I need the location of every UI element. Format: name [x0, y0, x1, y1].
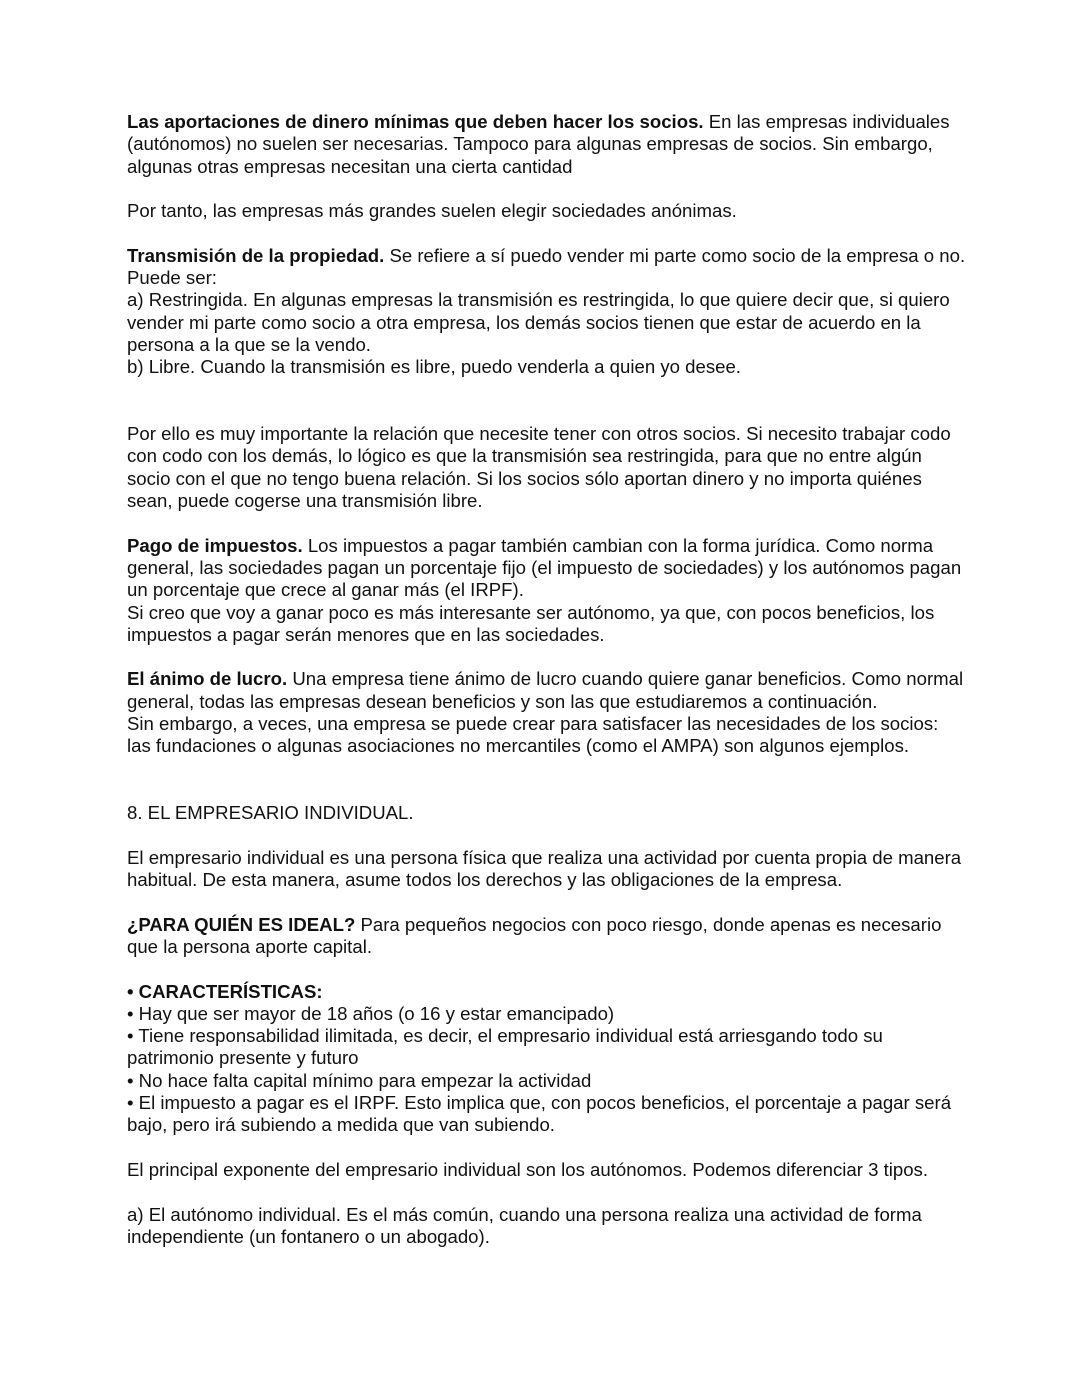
characteristics-title: • CARACTERÍSTICAS:: [127, 980, 323, 1002]
paragraph-text: En las empresas individuales (autónomos) no suelen ser necesarias. Tampoco para algunas empresas de socios. Sin embargo, algunas otras empresas necesitan una cierta cantidad: [127, 111, 950, 177]
paragraph-text-continued: Sin embargo, a veces, una empresa se puede crear para satisfacer las necesidades de los socios: las fundaciones o algunas asociaciones no mercantiles (como el AMPA) son algunos ejemplos.: [127, 713, 939, 757]
list-item: • El impuesto a pagar es el IRPF. Esto implica que, con pocos beneficios, el porcentaje a pagar será bajo, pero irá subiendo a medida que van subiendo.: [127, 1092, 952, 1136]
characteristics-list: [127, 981, 967, 1137]
paragraph-aportaciones: [127, 111, 967, 178]
paragraph-sociedades-anonimas: Por tanto, las empresas más grandes suelen elegir sociedades anónimas.: [127, 200, 737, 222]
list-item: • No hace falta capital mínimo para empezar la actividad: [127, 1069, 592, 1091]
paragraph-para-quien: [127, 914, 967, 959]
paragraph-title: ¿PARA QUIÉN ES IDEAL?: [127, 913, 356, 935]
paragraph-text-continued: Si creo que voy a ganar poco es más interesante ser autónomo, ya que, con pocos beneficios, los impuestos a pagar serán menores que en las sociedades.: [127, 601, 935, 645]
paragraph-empresario-definicion: El empresario individual es una persona física que realiza una actividad por cuenta propia de manera habitual. De esta manera, asume todos los derechos y las obligaciones de la empresa.: [127, 846, 962, 891]
section-heading: 8. EL EMPRESARIO INDIVIDUAL.: [127, 802, 414, 824]
paragraph-autonomos-tipos: El principal exponente del empresario individual son los autónomos. Podemos diferenciar 3 tipos.: [127, 1158, 929, 1180]
paragraph-title: Pago de impuestos.: [127, 534, 303, 556]
paragraph-text: Se refiere a sí puedo vender mi parte como socio de la empresa o no. Puede ser:: [127, 244, 966, 289]
list-item: • Hay que ser mayor de 18 años (o 16 y estar emancipado): [127, 1002, 615, 1024]
document-page: [127, 111, 967, 1248]
paragraph-text: Los impuestos a pagar también cambian con la forma jurídica. Como norma general, las sociedades pagan un porcentaje fijo (el impuesto de sociedades) y los autónomos pagan un porcentaje que crece al ganar más (el IRPF).: [127, 534, 962, 601]
paragraph-relacion-socios: Por ello es muy importante la relación que necesite tener con otros socios. Si necesito trabajar codo con codo con los demás, lo lógico es que la transmisión sea restringida, para que no entre algún socio con el que no tengo buena relación. Si los socios sólo aportan dinero y no importa quiénes sean, puede cogerse una transmisión libre.: [127, 423, 951, 512]
paragraph-transmision: [127, 245, 967, 379]
list-item: • Tiene responsabilidad ilimitada, es decir, el empresario individual está arriesgando todo su patrimonio presente y futuro: [127, 1025, 883, 1069]
paragraph-text: Para pequeños negocios con poco riesgo, donde apenas es necesario que la persona aporte capital.: [127, 913, 942, 957]
paragraph-title: Transmisión de la propiedad.: [127, 244, 385, 266]
paragraph-animo-lucro: [127, 668, 967, 757]
paragraph-title: Las aportaciones de dinero mínimas que deben hacer los socios.: [127, 111, 704, 132]
list-item-libre: b) Libre. Cuando la transmisión es libre, puedo venderla a quien yo desee.: [127, 356, 741, 378]
paragraph-text: Una empresa tiene ánimo de lucro cuando quiere ganar beneficios. Como normal general, todas las empresas desean beneficios y son las que estudiaremos a continuación.: [127, 668, 964, 712]
paragraph-impuestos: [127, 535, 967, 646]
paragraph-autonomo-individual: a) El autónomo individual. Es el más común, cuando una persona realiza una actividad de forma independiente (un fontanero o un abogado).: [127, 1203, 922, 1247]
list-item-restringida: a) Restringida. En algunas empresas la transmisión es restringida, lo que quiere decir que, si quiero vender mi parte como socio a otra empresa, los demás socios tienen que estar de acuerdo en la persona a la que se la vendo.: [127, 289, 950, 355]
paragraph-title: El ánimo de lucro.: [127, 668, 288, 690]
